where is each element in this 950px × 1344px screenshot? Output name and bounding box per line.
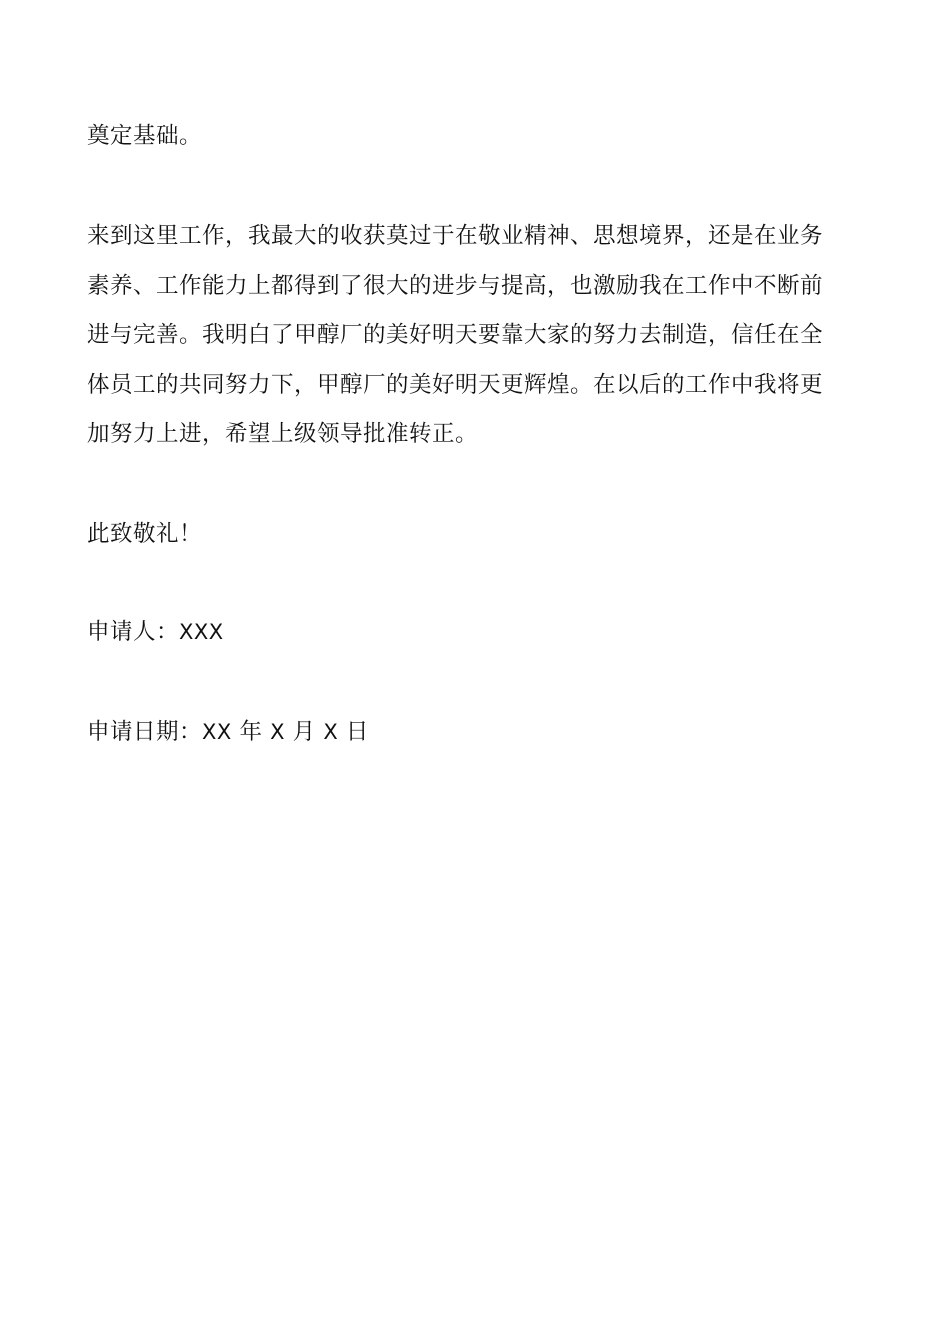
- date-month-unit: 月: [292, 719, 316, 745]
- body-line: 来到这里工作，我最大的收获莫过于在敬业精神、思想境界，还是在业务: [87, 223, 824, 249]
- date-line: [87, 708, 863, 758]
- date-year: XX: [202, 720, 232, 744]
- body-line: 进与完善。我明白了甲醇厂的美好明天要靠大家的努力去制造，信任在全: [87, 322, 824, 348]
- date-month: X: [270, 720, 286, 744]
- body-line: 素养、工作能力上都得到了很大的进步与提高，也激励我在工作中不断前: [87, 272, 824, 299]
- paragraph-body: [87, 212, 863, 460]
- applicant-label: 申请人：: [87, 619, 180, 645]
- date-day: X: [323, 720, 339, 744]
- body-line: 加努力上进，希望上级领导批准转正。: [87, 421, 479, 447]
- applicant-line: [87, 608, 863, 658]
- paragraph-continuation: 奠定基础。: [87, 123, 203, 149]
- date-day-unit: 日: [345, 719, 369, 745]
- date-year-unit: 年: [239, 719, 263, 745]
- body-line: 体员工的共同努力下，甲醇厂的美好明天更辉煌。在以后的工作中我将更: [87, 371, 824, 398]
- closing-salutation: 此致敬礼！: [87, 521, 203, 547]
- applicant-value: XXX: [179, 620, 224, 644]
- date-label: 申请日期：: [87, 719, 203, 745]
